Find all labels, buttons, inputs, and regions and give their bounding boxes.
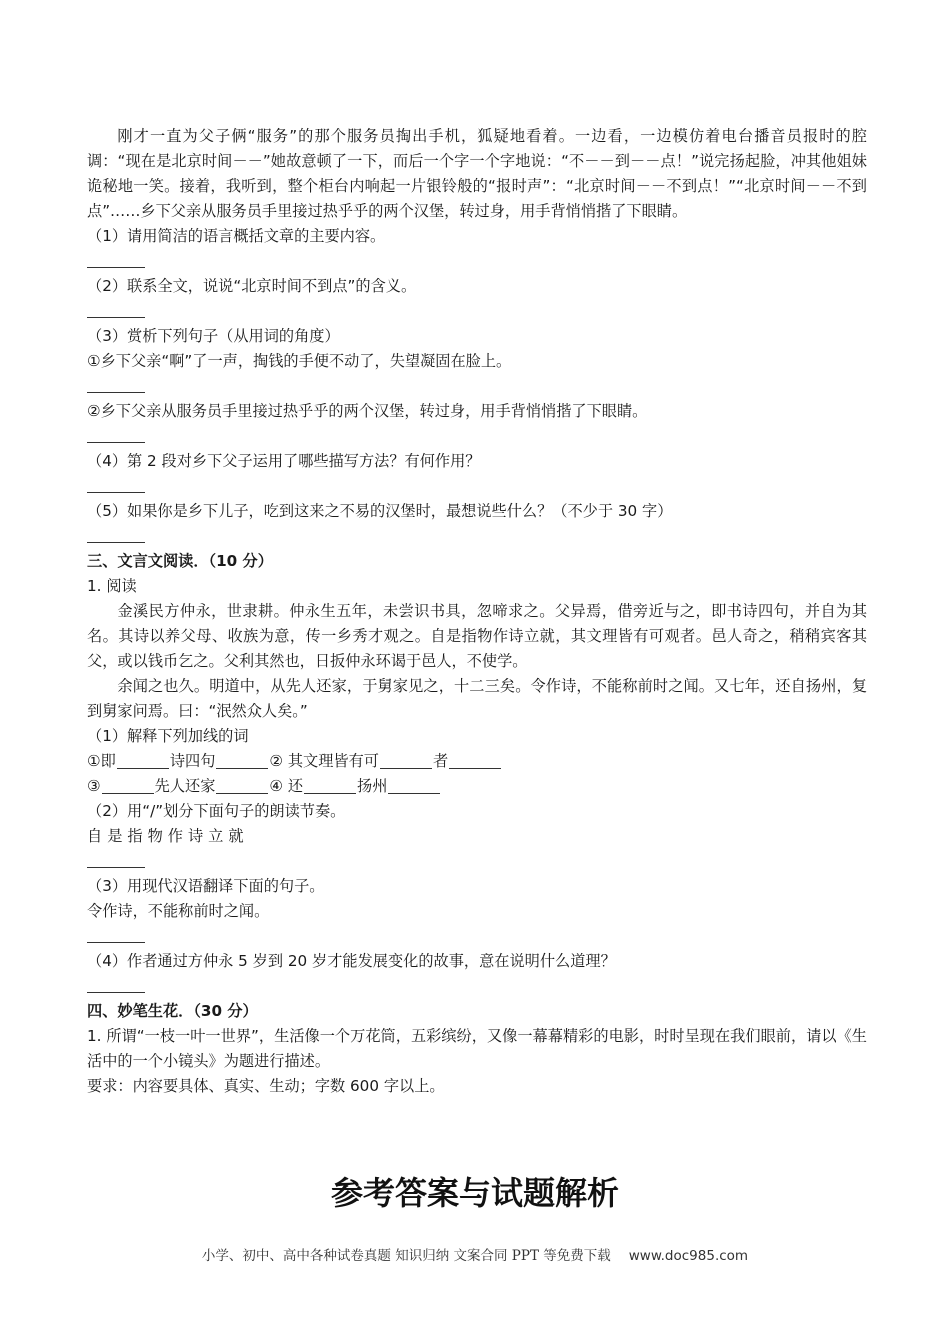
- word-explain-row-1: [87, 749, 867, 774]
- word-explain-label: 诗四句: [169, 752, 216, 770]
- answer-section-title: 参考答案与试题解析: [330, 1174, 619, 1212]
- word-explain-label: ③: [87, 777, 101, 795]
- footer-text: 小学、初中、高中各种试卷真题 知识归纳 文案合同 PPT 等免费下载: [201, 1248, 611, 1264]
- translate-sentence: 令作诗，不能称前时之闻。: [87, 902, 270, 920]
- question-3: （3）赏析下列句子（从用词的角度）: [87, 327, 340, 345]
- question-1: （1）请用简洁的语言概括文章的主要内容。: [87, 227, 386, 245]
- document-body: [87, 124, 867, 1099]
- answer-blank[interactable]: [117, 750, 169, 769]
- answer-blank[interactable]: [87, 374, 867, 399]
- footer-url[interactable]: www.doc985.com: [628, 1248, 749, 1264]
- answer-blank[interactable]: [216, 750, 268, 769]
- word-explain-label: 扬州: [357, 777, 388, 795]
- word-explain-label: ④ 还: [269, 777, 304, 795]
- page-footer: [0, 1244, 950, 1264]
- answer-blank[interactable]: [87, 974, 867, 999]
- question-2: （2）联系全文，说说“北京时间不到点”的含义。: [87, 277, 417, 295]
- section-4-title: 四、妙笔生花．（30 分）: [87, 1002, 258, 1020]
- answer-blank[interactable]: [388, 775, 440, 794]
- classical-question-1: （1）解释下列加线的词: [87, 727, 249, 745]
- answer-blank[interactable]: [102, 775, 154, 794]
- answer-blank[interactable]: [304, 775, 356, 794]
- answer-blank[interactable]: [449, 750, 501, 769]
- classical-question-2: （2）用“/”划分下面句子的朗读节奏。: [87, 802, 346, 820]
- classical-paragraph-1: 金溪民方仲永，世隶耕。仲永生五年，未尝识书具，忽啼求之。父异焉，借旁近与之，即书诗四句，并自为其名。其诗以养父母、收族为意，传一乡秀才观之。自是指物作诗立就，其文理皆有可观者。邑人奇之，稍稍宾客其父，或以钱币乞之。父利其然也，日扳仲永环谒于邑人，不使学。: [87, 602, 867, 670]
- answer-blank[interactable]: [87, 424, 867, 449]
- answer-blank[interactable]: [216, 775, 268, 794]
- word-explain-label: 者: [432, 752, 449, 770]
- answer-blank[interactable]: [87, 849, 867, 874]
- question-4: （4）第 2 段对乡下父子运用了哪些描写方法？有何作用？: [87, 452, 481, 470]
- answer-blank[interactable]: [87, 474, 867, 499]
- question-5: （5）如果你是乡下儿子，吃到这来之不易的汉堡时，最想说些什么？（不少于 30 字）: [87, 502, 673, 520]
- passage-paragraph: 刚才一直为父子俩“服务”的那个服务员掏出手机，狐疑地看着。一边看，一边模仿着电台播音员报时的腔调：“现在是北京时间－－”她故意顿了一下，而后一个字一个字地说：“不－－到－－点！”说完扬起脸，冲其他姐妹诡秘地一笑。接着，我听到，整个柜台内响起一片银铃般的“报时声”：“北京时间－－不到点！”“北京时间－－不到点”……乡下父亲从服务员手里接过热乎乎的两个汉堡，转过身，用手背悄悄揩了下眼睛。: [87, 127, 867, 220]
- question-3-sentence-b: ②乡下父亲从服务员手里接过热乎乎的两个汉堡，转过身，用手背悄悄揩了下眼睛。: [87, 402, 648, 420]
- rhythm-sentence: 自是指物作诗立就: [87, 827, 249, 845]
- answer-blank[interactable]: [87, 524, 867, 549]
- classical-paragraph-2: 余闻之也久。明道中，从先人还家，于舅家见之，十二三矣。令作诗，不能称前时之闻。又七年，还自扬州，复到舅家问焉。曰：“泯然众人矣。”: [87, 677, 867, 720]
- answer-blank[interactable]: [87, 924, 867, 949]
- section-3-title: 三、文言文阅读．（10 分）: [87, 552, 273, 570]
- word-explain-label: ①即: [87, 752, 116, 770]
- classical-question-4: （4）作者通过方仲永 5 岁到 20 岁才能发展变化的故事，意在说明什么道理？: [87, 952, 616, 970]
- word-explain-label: ② 其文理皆有可: [269, 752, 379, 770]
- composition-requirement: 要求：内容要具体、真实、生动；字数 600 字以上。: [87, 1077, 445, 1095]
- answer-blank[interactable]: [380, 750, 432, 769]
- answer-blank[interactable]: [87, 299, 867, 324]
- answer-blank[interactable]: [87, 249, 867, 274]
- composition-prompt: 1. 所谓“一枝一叶一世界”，生活像一个万花筒，五彩缤纷，又像一幕幕精彩的电影，时时呈现在我们眼前，请以《生活中的一个小镜头》为题进行描述。: [87, 1027, 867, 1070]
- word-explain-row-2: [87, 774, 867, 799]
- classical-question-3: （3）用现代汉语翻译下面的句子。: [87, 877, 325, 895]
- word-explain-label: 先人还家: [154, 777, 216, 795]
- section-3-item: 1. 阅读: [87, 577, 137, 595]
- question-3-sentence-a: ①乡下父亲“啊”了一声，掏钱的手便不动了，失望凝固在脸上。: [87, 352, 512, 370]
